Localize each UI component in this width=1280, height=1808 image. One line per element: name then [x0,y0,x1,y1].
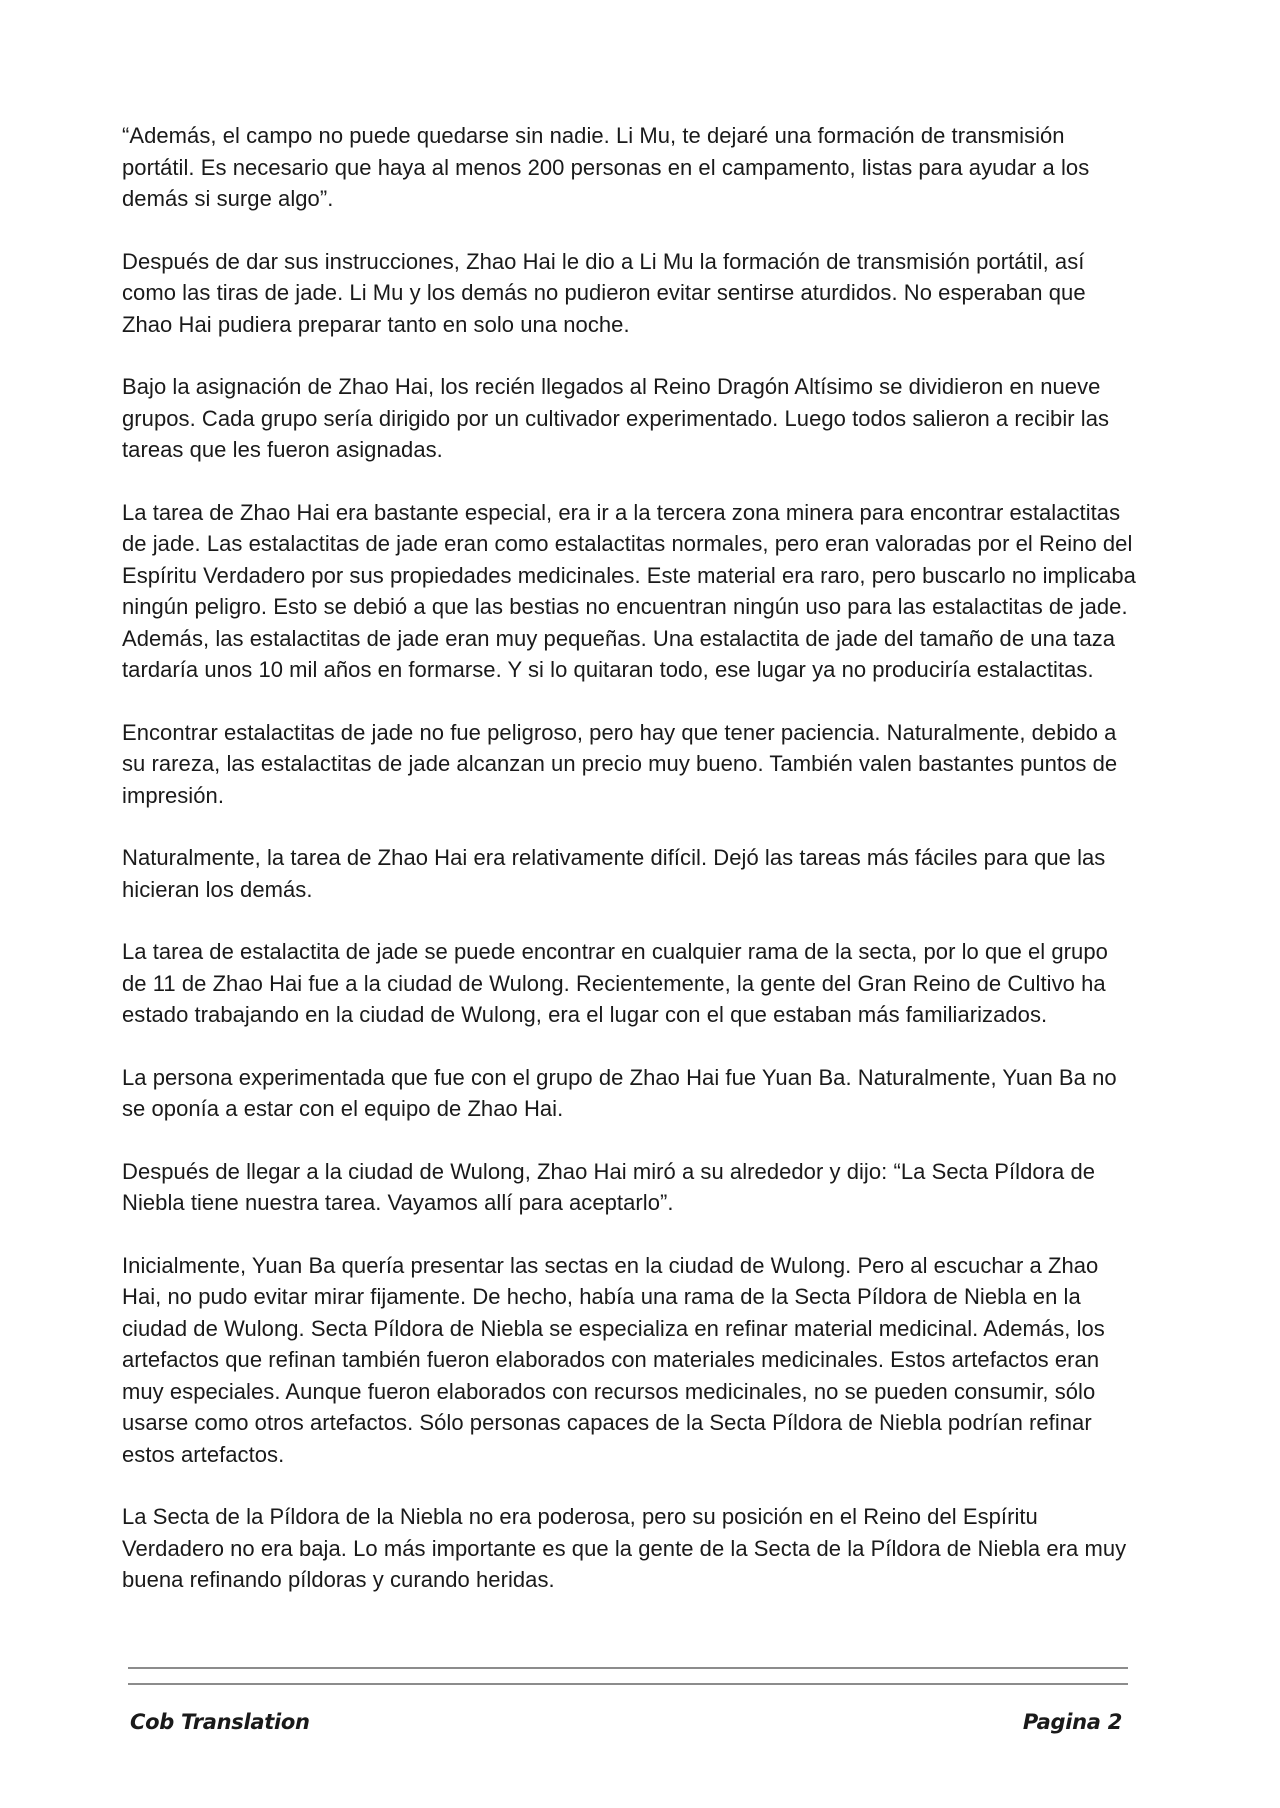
footer-divider-bottom [128,1683,1128,1685]
footer-credit: Cob Translation [130,1710,310,1734]
paragraph: “Además, el campo no puede quedarse sin nadie. Li Mu, te dejaré una formación de transmisión portátil. Es necesario que haya al menos 200 personas en el campamento, listas para ayudar a los demás si surge algo”. [122,123,1090,211]
footer-divider-top [128,1667,1128,1669]
paragraph: Encontrar estalactitas de jade no fue peligroso, pero hay que tener paciencia. Naturalmente, debido a su rareza, las estalactitas de jade alcanzan un precio muy bueno. También valen bastantes puntos de impresión. [122,719,1118,808]
document-body [122,120,1137,1627]
paragraph: Después de dar sus instrucciones, Zhao Hai le dio a Li Mu la formación de transmisión portátil, así como las tiras de jade. Li Mu y los demás no pudieron evitar sentirse aturdidos. No esperaban que Zhao Hai pudiera preparar tanto en solo una noche. [122,248,1086,337]
paragraph: Naturalmente, la tarea de Zhao Hai era relativamente difícil. Dejó las tareas más fáciles para que las hicieran los demás. [122,845,1106,902]
paragraph: La Secta de la Píldora de la Niebla no era poderosa, pero su posición en el Reino del Espíritu Verdadero no era baja. Lo más importante es que la gente de la Secta de la Píldora de Niebla era muy buena refinando píldoras y curando heridas. [122,1504,1127,1592]
paragraph: Inicialmente, Yuan Ba quería presentar las sectas en la ciudad de Wulong. Pero al escuchar a Zhao Hai, no pudo evitar mirar fijamente. De hecho, había una rama de la Secta Píldora de Niebla en la ciudad de Wulong. Secta Píldora de Niebla se especializa en refinar material medicinal. Además, los artefactos que refinan también fueron elaborados con materiales medicinales. Estos artefactos eran muy especiales. Aunque fueron elaborados con recursos medicinales, no se pueden consumir, sólo usarse como otros artefactos. Sólo personas capaces de la Secta Píldora de Niebla podrían refinar estos artefactos. [122,1252,1105,1467]
paragraph: La persona experimentada que fue con el grupo de Zhao Hai fue Yuan Ba. Naturalmente, Yuan Ba no se oponía a estar con el equipo de Zhao Hai. [122,1064,1117,1121]
paragraph: Después de llegar a la ciudad de Wulong, Zhao Hai miró a su alrededor y dijo: “La Secta Píldora de Niebla tiene nuestra tarea. Vayamos allí para aceptarlo”. [122,1158,1096,1215]
paragraph: Bajo la asignación de Zhao Hai, los recién llegados al Reino Dragón Altísimo se dividieron en nueve grupos. Cada grupo sería dirigido por un cultivador experimentado. Luego todos salieron a recibir las tareas que les fueron asignadas. [122,374,1110,462]
paragraph: La tarea de Zhao Hai era bastante especial, era ir a la tercera zona minera para encontrar estalactitas de jade. Las estalactitas de jade eran como estalactitas normales, pero eran valoradas por el Reino del Espíritu Verdadero por sus propiedades medicinales. Este material era raro, pero buscarlo no implicaba ningún peligro. Esto se debió a que las bestias no encuentran ningún uso para las estalactitas de jade. Además, las estalactitas de jade eran muy pequeñas. Una estalactita de jade del tamaño de una taza tardaría unos 10 mil años en formarse. Y si lo quitaran todo, ese lugar ya no produciría estalactitas. [122,499,1136,682]
page-number: Pagina 2 [1022,1710,1122,1734]
paragraph: La tarea de estalactita de jade se puede encontrar en cualquier rama de la secta, por lo que el grupo de 11 de Zhao Hai fue a la ciudad de Wulong. Recientemente, la gente del Gran Reino de Cultivo ha estado trabajando en la ciudad de Wulong, era el lugar con el que estaban más familiarizados. [122,939,1108,1027]
